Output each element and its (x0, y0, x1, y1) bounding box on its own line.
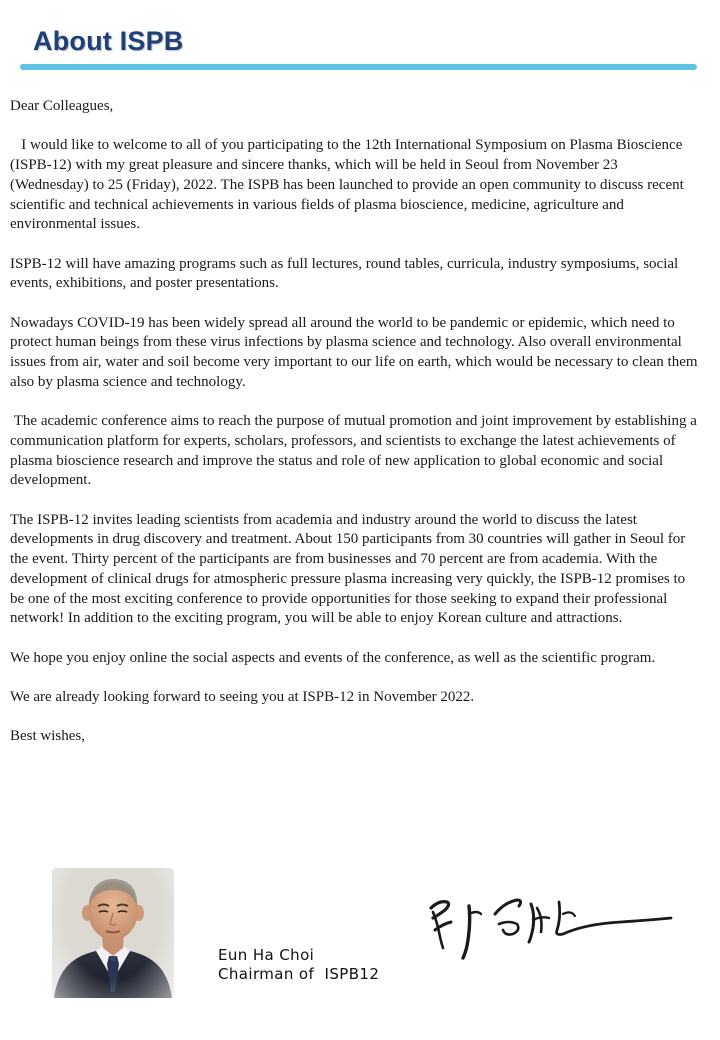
letter-paragraph-online: We hope you enjoy online the social aspects and events of the conference, as well as the scientific program. (10, 649, 656, 666)
signer-title: Chairman of ISPB12 (218, 965, 380, 983)
letter-salutation: Dear Colleagues, (10, 98, 114, 114)
page-header (20, 22, 697, 72)
header-divider (20, 64, 697, 70)
letter-paragraph-covid: Nowadays COVID-19 has been widely spread all around the world to be pandemic or epidemic, which need to protect human beings from these virus infections by plasma science and technology. Also overall environmental issues from air, water and soil become very important to our life on earth, which would be necessary to clean them also by plasma science and technology. (10, 314, 698, 390)
letter-closing: Best wishes, (10, 728, 85, 745)
letter-paragraph-programs: ISPB-12 will have amazing programs such as full lectures, round tables, curricula, industry symposiums, social events, exhibitions, and poster presentations. (10, 255, 679, 292)
letter-paragraph-participants: The ISPB-12 invites leading scientists from academia and industry around the world to discuss the latest developments in drug discovery and treatment. About 150 participants from 30 countries will gather in Seoul for the event. Thirty percent of the participants are from businesses and 70 percent are from academia. With the development of clinical drugs for atmospheric pressure plasma increasing very quickly, the ISPB-12 promises to be one of the most exciting conference to provide opportunities for those seeking to expand their professional network! In addition to the exciting program, you will be able to enjoy Korean culture and attractions. (10, 511, 686, 627)
page-title: About ISPB (33, 26, 184, 56)
handwritten-signature (425, 884, 677, 964)
signer-block (218, 946, 379, 984)
chairman-portrait (52, 868, 174, 998)
letter-paragraph-welcome: I would like to welcome to all of you participating to the 12th International Symposium on Plasma Bioscience (ISPB-12) with my great pleasure and sincere thanks, which will be held in Seoul from November 23 (Wednesday) to 25 (Friday), 2022. The ISPB has been launched to provide an open community to discuss recent scientific and technical achievements in various fields of plasma bioscience, medicine, agriculture and environmental issues. (10, 137, 688, 233)
portrait-vignette (52, 868, 174, 998)
letter-paragraph-looking-forward: We are already looking forward to seeing you at ISPB-12 in November 2022. (10, 688, 475, 705)
welcome-letter (10, 97, 700, 767)
signer-name: Eun Ha Choi (218, 946, 315, 964)
letter-paragraph-conference-aims: The academic conference aims to reach the purpose of mutual promotion and joint improvement by establishing a communication platform for experts, scholars, professors, and scientists to exchange the latest achievements of plasma bioscience research and improve the status and role of new application to global economic and social development. (10, 413, 701, 489)
